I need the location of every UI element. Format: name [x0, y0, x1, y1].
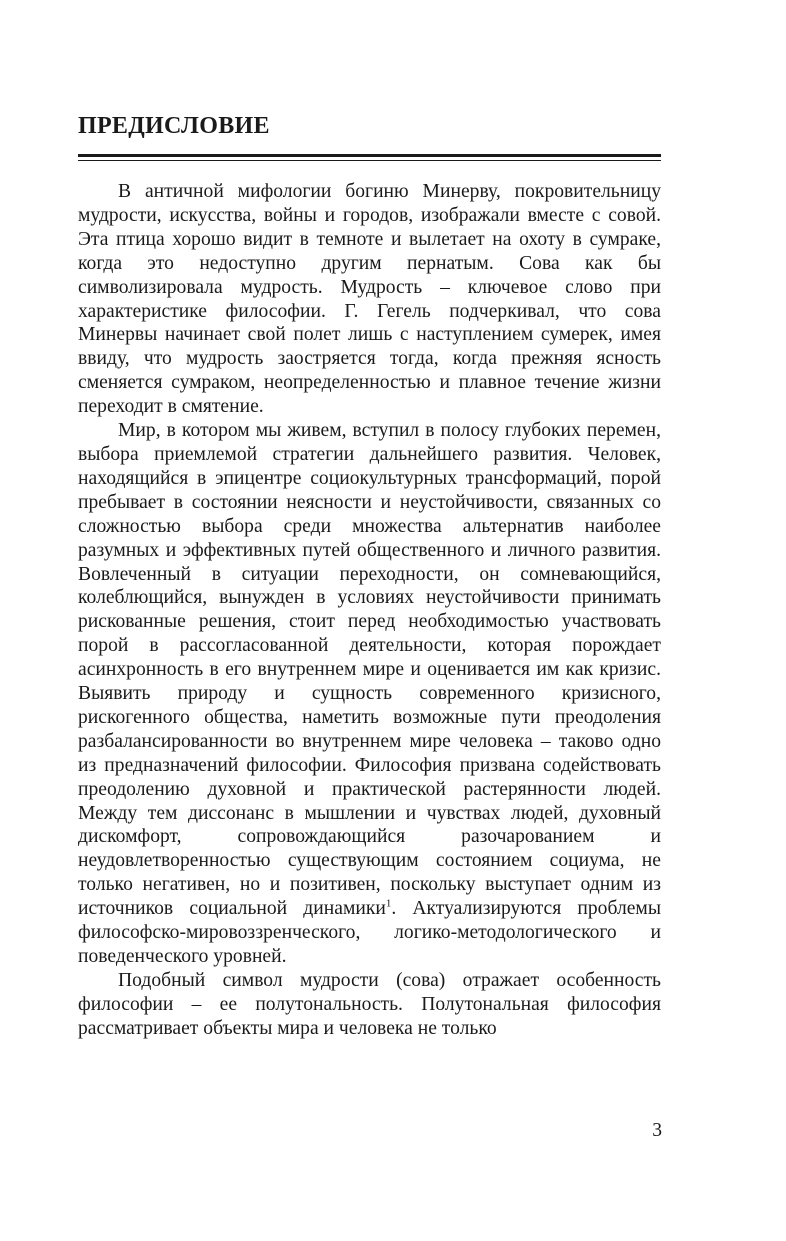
body-text	[78, 180, 661, 1041]
heading-rule-thick	[78, 154, 661, 157]
paragraph-2-text: Мир, в котором мы живем, вступил в полосу глубоких перемен, выбора приемлемой стратегии дальнейшего развития. Человек, находящийся в эпицентре социокультурных трансформаций, порой пребывает в состоянии неясности и неустойчивости, связанных со сложностью выбора среди множества альтернатив наиболее разумных и эффективных путей общественного и личного развития. Вовлеченный в ситуации переходности, он сомневающийся, колеблющийся, вынужден в условиях неустойчивости принимать рискованные решения, стоит перед необходимостью участвовать порой в рассогласованной деятельности, которая порождает асинхронность в его внутреннем мире и оценивается им как кризис. Выявить природу и сущность современного кризисного, рискогенного общества, наметить возможные пути преодоления разбалансированности во внутреннем мире человека – таково одно из предназначений философии. Философия призвана содействовать преодолению духовной и практической растерянности людей. Между тем диссонанс в мышлении и чувствах людей, духовный дискомфорт, сопровождающийся разочарованием и неудовлетворенностью существующим состоянием социума, не только негативен, но и позитивен, поскольку выступает одним из источников социальной динамики	[78, 420, 661, 920]
heading-rule-thin	[78, 160, 661, 161]
paragraph-2-text-end: . Актуализируются проблемы философско-мировоззренческого, логико-методологического и поведенческого уровней.	[78, 898, 661, 967]
paragraph-3: Подобный символ мудрости (сова) отражает особенность философии – ее полутональность. Полутональная философия рассматривает объекты мира и человека не только	[78, 969, 661, 1039]
footnote-reference[interactable]: 1	[385, 897, 392, 910]
page-number: 3	[652, 1120, 662, 1141]
paragraph-2	[78, 419, 661, 969]
paragraph-1: В античной мифологии богиню Минерву, покровительницу мудрости, искусства, войны и городов, изображали вместе с совой. Эта птица хорошо видит в темноте и вылетает на охоту в сумраке, когда это недоступно другим пернатым. Сова как бы символизировала мудрость. Мудрость – ключевое слово при характеристике философии. Г. Гегель подчеркивал, что сова Минервы начинает свой полет лишь с наступлением сумерек, имея ввиду, что мудрость заостряется тогда, когда прежняя ясность сменяется сумраком, неопределенностью и плавное течение жизни переходит в смятение.	[78, 181, 661, 418]
page-heading: ПРЕДИСЛОВИЕ	[78, 113, 270, 139]
